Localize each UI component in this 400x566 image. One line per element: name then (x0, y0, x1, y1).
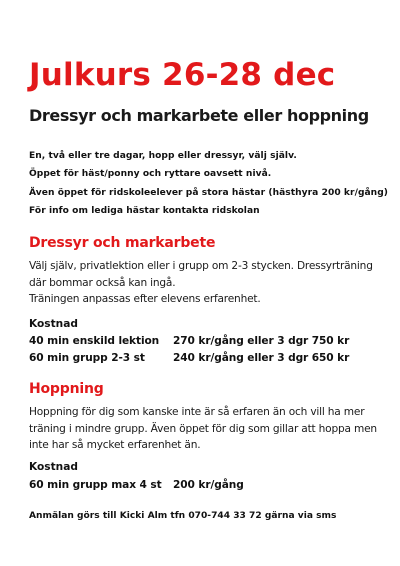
hoppning-price-row (29, 479, 379, 496)
price-value: 200 kr/gång (173, 479, 244, 491)
intro-line: Även öppet för ridskoleelever på stora hästar (hästhyra 200 kr/gång) (29, 187, 388, 198)
price-value: 240 kr/gång eller 3 dgr 650 kr (173, 352, 350, 364)
dressyr-description (29, 258, 373, 308)
dressyr-text-line: där bommar också kan ingå. (29, 276, 176, 289)
price-name: 40 min enskild lektion (29, 335, 160, 347)
hoppning-text-line: Hoppning för dig som kanske inte är så erfaren än och vill ha mer (29, 406, 365, 418)
dressyr-text-line: Träningen anpassas efter elevens erfarenhet. (29, 293, 261, 306)
page-title: Julkurs 26-28 dec (29, 57, 336, 93)
price-name: 60 min grupp 2-3 st (29, 352, 145, 364)
dressyr-text-line: Välj själv, privatlektion eller i grupp om 2-3 stycken. Dressyrträning (29, 260, 373, 272)
registration-contact: Anmälan görs till Kicki Alm tfn 070-744 33 72 gärna via sms (29, 511, 337, 521)
hoppning-text-line: inte har så mycket erfarenhet än. (29, 439, 201, 452)
price-name: 60 min grupp max 4 st (29, 479, 162, 491)
intro-block (29, 147, 388, 220)
intro-line: För info om lediga hästar kontakta ridskolan (29, 205, 260, 216)
hoppning-text-line: träning i mindre grupp. Även öppet för dig som gillar att hoppa men (29, 422, 377, 435)
page-subtitle: Dressyr och markarbete eller hoppning (29, 106, 369, 125)
hoppning-heading: Hoppning (29, 381, 104, 397)
price-value: 270 kr/gång eller 3 dgr 750 kr (173, 335, 350, 347)
intro-line: Öppet för häst/ponny och ryttare oavsett nivå. (29, 169, 272, 180)
intro-line: En, två eller tre dagar, hopp eller dressyr, välj själv. (29, 151, 297, 161)
dressyr-cost-label: Kostnad (29, 318, 78, 330)
dressyr-price-row (29, 352, 379, 369)
hoppning-cost-label: Kostnad (29, 461, 78, 473)
dressyr-heading: Dressyr och markarbete (29, 235, 216, 251)
dressyr-price-row (29, 335, 379, 352)
hoppning-description (29, 404, 377, 454)
